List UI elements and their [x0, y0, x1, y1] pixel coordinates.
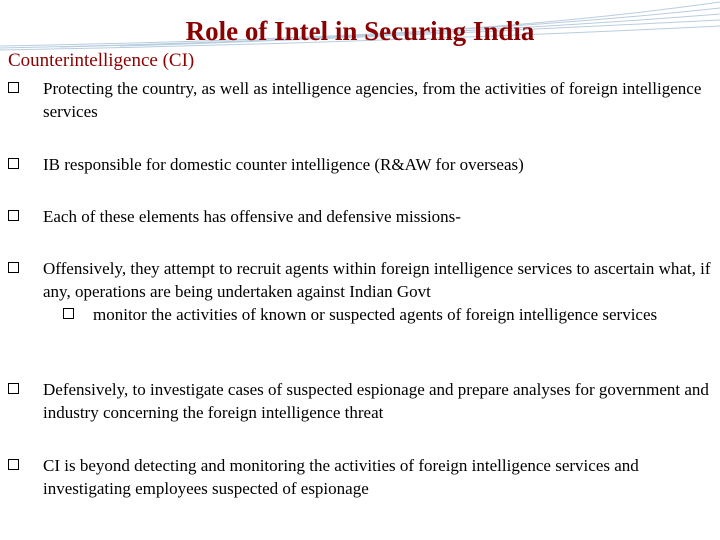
- bullet-text: Offensively, they attempt to recruit agents within foreign intelligence services to ascertain what, if any, operations are being undertaken against Indian Govt: [43, 259, 711, 301]
- checkbox-bullet-icon: [8, 210, 19, 221]
- bullet-text: Protecting the country, as well as intelligence agencies, from the activities of foreign intelligence services: [43, 79, 702, 121]
- bullet-item: [8, 153, 714, 176]
- bullet-text: CI is beyond detecting and monitoring the activities of foreign intelligence services and investigating employees suspected of espionage: [43, 456, 639, 498]
- checkbox-bullet-icon: [8, 383, 19, 394]
- sub-bullet-text: monitor the activities of known or suspected agents of foreign intelligence services: [93, 305, 658, 324]
- bullet-text: IB responsible for domestic counter intelligence (R&AW for overseas): [43, 155, 524, 174]
- section-subtitle: Counterintelligence (CI): [8, 50, 195, 71]
- bullet-item: [8, 257, 714, 326]
- bullet-text: Each of these elements has offensive and defensive missions-: [43, 207, 461, 226]
- bullet-item: [8, 77, 714, 123]
- bullet-item: [8, 454, 714, 500]
- slide-title: Role of Intel in Securing India: [185, 16, 535, 46]
- sub-bullet-item: [93, 303, 714, 326]
- bullet-text: Defensively, to investigate cases of suspected espionage and prepare analyses for government and industry concerning the foreign intelligence threat: [43, 380, 709, 422]
- checkbox-bullet-icon: [8, 262, 19, 273]
- checkbox-bullet-icon: [8, 82, 19, 93]
- checkbox-sub-bullet-icon: [63, 308, 74, 319]
- checkbox-bullet-icon: [8, 459, 19, 470]
- bullet-item: [8, 378, 714, 424]
- checkbox-bullet-icon: [8, 158, 19, 169]
- bullet-item: [8, 205, 714, 228]
